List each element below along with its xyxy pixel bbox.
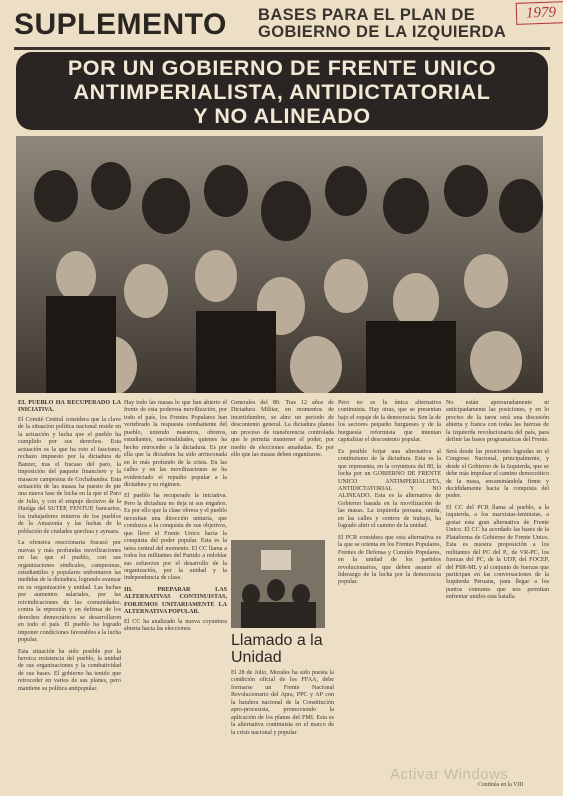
activation-watermark: Activar Windows — [390, 766, 509, 783]
column-2 — [124, 400, 227, 638]
masthead-subtitle-line1: BASES PARA EL PLAN DE — [258, 6, 476, 24]
column-5-paragraph-1: No están apresuradamente ni anticipadamente las posiciones, y en lo preciso de la tarea será una discusión abierta y franca con todas las fuerzas de la izquierda revolucionaria del país, para definir las bases programáticas del Frente. — [446, 400, 549, 444]
inset-title: Llamado a la Unidad — [231, 632, 323, 666]
inset-photo-image — [231, 540, 325, 628]
headline-banner — [16, 52, 548, 130]
column-3-paragraph-2: El 28 de Julio, Morales ha sido puesta la condición oficial de los FFAA, debe formarse un Frente Nacional Revolucionario del Apra, PPC y AP con la bandera nacional de la Constitución apro-procesista, promoviendo la aplicación de los planes del FMI. Esta es la alternativa continuista en el marco de la crisis nacional y popular. — [231, 670, 334, 736]
column-1-paragraph-2: La ofensiva reaccionaria fracasó por nuevas y más profundas movilizaciones en las que el pueblo, con sus organizaciones sindicales, campesinas, estudiantiles y populares enfrentaron las medidas de la dictadura, logrando avanzar en su organización y unidad. Las luchas por aumentos salariales, por las reivindicaciones de las comunidades, contra la represión y en defensa de los derechos democráticos se desarrollaron en todo el país. El pueblo ha logrado imponer condiciones favorables a la lucha popular. — [18, 540, 121, 644]
column-4-paragraph-2: Es posible forjar una alternativa al continuismo de la dictadura. Esta es la que representa, en la coyuntura del 80, la lucha por un GOBIERNO DE FRENTE UNICO ANTIMPERIALISTA, ANTIDICTATORIAL Y NO ALINEADO. Esta es la alternativa de Gobierno basada en la movilización de las masas. La izquierda peruana, unida, en las calles y centros de trabajo, ha logrado abrir el camino de la unidad. — [338, 448, 441, 530]
masthead-subtitle-line2: GOBIERNO DE LA IZQUIERDA — [258, 23, 507, 41]
column-1 — [18, 400, 121, 697]
masthead — [10, 4, 555, 46]
column-3-top — [231, 400, 334, 464]
column-2-paragraph-3: El CC ha analizado la nueva coyuntura abierta hacia las elecciones. — [124, 618, 227, 633]
column-5-paragraph-2: Será desde las posiciones logradas en el Congreso Nacional, principalmente, y desde el Gobierno de la Izquierda, que se debe más impulsar el camino democrático de la masa, encaminándola firme y decididamente hacia la conquista del poder. — [446, 448, 549, 500]
column-1-heading: EL PUEBLO HA RECUPERADO LA INICIATIVA. — [18, 400, 121, 414]
crowd-photo — [16, 136, 543, 393]
masthead-title: SUPLEMENTO — [14, 8, 227, 41]
headline-line3: Y NO ALINEADO — [193, 104, 371, 128]
column-3-bottom — [231, 670, 334, 741]
handwritten-year: 1979 — [516, 1, 563, 25]
column-2-paragraph-1: Hay todo las masas lo que han abierto el frente de esta poderosa movilización, por todo el país, los Frentes Populares han vertebrado la respuesta combatiente del pueblo, uniendo maestros, obreros, estudiantes, nacionalidades, quienes ha hecho retroceder a la dictadura. Es por ella que la dictadura ha sido arrinconada en lo más profundo de la crisis. En las calles y en las movilizaciones se ha evidenciado el repudio popular a la dictadura y su régimen. — [124, 400, 227, 488]
headline-line2: ANTIMPERIALISTA, ANTIDICTATORIAL — [73, 80, 491, 104]
column-4-paragraph-3: El PCR considera que esta alternativa es la que se orienta en los Frentes Populares, Frentes de Defensa y Comités Populares, en la unidad de los partidos revolucionarios, que deben asumir el liderazgo de la lucha por la democracia popular. — [338, 534, 441, 586]
headline-line1: POR UN GOBIERNO DE FRENTE UNICO — [67, 56, 497, 80]
column-4-paragraph-1: Pero no es la única alternativa continuista. Hay otras, que se presentan bajo el ropaje de la democracia. Son la de los sectores pequeño burgueses y de la burguesía reformista que intentan capitalizar el descontento popular. — [338, 400, 441, 444]
masthead-subtitle — [258, 7, 518, 41]
column-4 — [338, 400, 441, 591]
masthead-rule — [14, 47, 550, 50]
column-2-heading: III. PREPARAR LAS ALTERNATIVAS CONTINUISTAS, FORJEMOS UNITARIAMENTE LA ALTERNATIVA POPULAR. — [124, 586, 227, 616]
column-1-paragraph-3: Esta situación ha sido posible por la heroica resistencia del pueblo, la unidad de sus organizaciones y la combatividad de sus bases. El gobierno ha tenido que retroceder en varios de sus planes, pero mantiene su política antipopular. — [18, 648, 121, 692]
column-3-paragraph-1: Generales del 80. Tras 12 años de Dictadura Militar, en momentos de incertidumbre, se abre un periodo de descontento general. La dictadura planea un proceso de transferencia controlada que le permita mantener el poder, por medio de elecciones amañadas. Es por ello que las masas deben organizarse. — [231, 400, 334, 459]
column-5 — [446, 400, 549, 606]
inset-photo — [231, 540, 325, 628]
column-5-paragraph-3: El CC del PCR llama al pueblo, a la izquierda, a los marxistas-leninistas, a gestar esta gran alternativa de Frente Unico. El CC ha acordado las bases de la Plataforma de Gobierno de Frente Unico. Esta es nuestra proposición a los militantes del PC del P., de VR-PC, los fuerzas del PC, de la UDP, del FOCEP, del PSR-ML y al conjunto de fuerzas que participan en las conversaciones de la Izquierda Peruana, para llegar a los puntos comunes que nos permitan enfrentar unidos esta batalla. — [446, 504, 549, 601]
continuation-note: Continúa en la VIII — [478, 782, 524, 788]
column-2-paragraph-2: El pueblo ha recuperado la iniciativa. Pero la dictadura no deja ni sus engaños. Es por ello que la clase obrera y el pueblo necesitan una dirección unitaria, que conduzca a la conquista de sus objetivos, que lleve el Frente Unico hacia la conquista del poder popular. Esta es la tarea central del momento. El CC llama a todos los militantes del Partido a redoblar sus esfuerzos por el desarrollo de la organización, por la unidad y la independencia de clase. — [124, 493, 227, 582]
column-1-paragraph-1: El Comité Central considera que la clave de la situación política nacional reside en la actuación y lucha que el pueblo ha cumplido por sus derechos. Esta actuación es la que ha roto el fascismo, rechazo impuesto por la dictadura de Banzer, tras el fracaso del paro, la imposición del paquete financiero y la masacre campesina de Cochabamba. Esta actuación de las masas ha puesto de pie una nueva fase de lucha en la que el Paro de Julio, y con el empuje decisivo de la Huelga del SUTEP, FENTUP, bancarios, los trabajadores mineros de los pueblos de la Amazonía y las luchas de la población de ciudades quechua y aymara. — [18, 416, 121, 535]
crowd-photo-image — [16, 136, 543, 393]
